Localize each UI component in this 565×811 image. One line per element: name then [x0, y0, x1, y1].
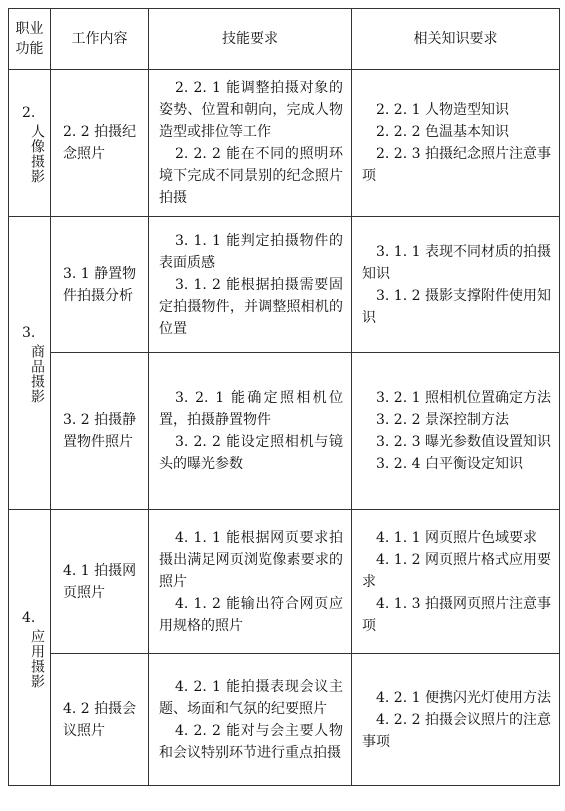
function-cell	[9, 510, 51, 786]
function-name: 人像摄影	[29, 124, 45, 184]
table-row	[9, 70, 560, 217]
work-content-cell: 2. 2 拍摄纪念照片	[51, 70, 149, 217]
knowledge-item: 3. 2. 2 景深控制方法	[376, 412, 509, 428]
header-skill-requirements: 技能要求	[149, 9, 352, 70]
skill-cell	[149, 654, 352, 786]
knowledge-item: 3. 2. 4 白平衡设定知识	[376, 456, 523, 472]
knowledge-item: 4. 2. 2 拍摄会议照片的注意事项	[362, 711, 551, 750]
knowledge-item: 3. 2. 1 照相机位置确定方法	[376, 390, 551, 406]
table-body	[9, 70, 560, 786]
work-content-cell: 4. 2 拍摄会议照片	[51, 654, 149, 786]
knowledge-cell	[352, 217, 560, 353]
skill-cell	[149, 510, 352, 654]
skill-item: 4. 2. 1 能拍摄表现会议主题、场面和气氛的纪要照片	[159, 678, 343, 717]
table-row	[9, 353, 560, 510]
knowledge-item: 3. 2. 3 曝光参数值设置知识	[376, 434, 551, 450]
function-name: 应用摄影	[29, 628, 45, 689]
work-content-cell: 3. 2 拍摄静置物件照片	[51, 353, 149, 510]
function-number: 3.	[22, 325, 36, 341]
knowledge-item: 3. 1. 2 摄影支撑附件使用知识	[362, 287, 551, 326]
skill-item: 3. 1. 1 能判定拍摄物件的表面质感	[159, 232, 343, 271]
function-number: 2.	[22, 105, 36, 121]
table-row	[9, 654, 560, 786]
knowledge-cell	[352, 353, 560, 510]
knowledge-item: 2. 2. 3 拍摄纪念照片注意事项	[362, 146, 551, 184]
skill-item: 2. 2. 2 能在不同的照明环境下完成不同景别的纪念照片拍摄	[159, 146, 343, 206]
skill-item: 2. 2. 1 能调整拍摄对象的姿势、位置和朝向，完成人物造型或排位等工作	[159, 80, 343, 140]
skill-item: 3. 2. 2 能设定照相机与镜头的曝光参数	[159, 434, 343, 472]
table-row	[9, 510, 560, 654]
skill-cell	[149, 353, 352, 510]
skill-cell	[149, 217, 352, 353]
knowledge-cell	[352, 510, 560, 654]
skill-item: 4. 1. 1 能根据网页要求拍摄出满足网页浏览像素要求的照片	[159, 529, 343, 590]
function-cell	[9, 70, 51, 217]
knowledge-item: 4. 1. 1 网页照片色域要求	[376, 529, 537, 546]
work-content-cell: 3. 1 静置物件拍摄分析	[51, 217, 149, 353]
header-work-content: 工作内容	[51, 9, 149, 70]
function-number: 4.	[22, 609, 36, 626]
knowledge-item: 4. 1. 3 拍摄网页照片注意事项	[362, 595, 551, 634]
header-function: 职业 功能	[9, 9, 51, 70]
table-row	[9, 217, 560, 353]
knowledge-item: 2. 2. 2 色温基本知识	[376, 124, 509, 140]
knowledge-item: 2. 2. 1 人物造型知识	[376, 102, 509, 118]
function-name: 商品摄影	[29, 344, 45, 404]
knowledge-item: 4. 1. 2 网页照片格式应用要求	[362, 551, 551, 590]
skill-item: 3. 2. 1 能确定照相机位置，拍摄静置物件	[159, 390, 343, 428]
work-content-cell: 4. 1 拍摄网页照片	[51, 510, 149, 654]
skill-item: 4. 1. 2 能输出符合网页应用规格的照片	[159, 595, 343, 634]
skill-item: 4. 2. 2 能对与会主要人物和会议特别环节进行重点拍摄	[159, 722, 343, 761]
knowledge-cell	[352, 654, 560, 786]
skill-cell	[149, 70, 352, 217]
header-knowledge-requirements: 相关知识要求	[352, 9, 560, 70]
knowledge-cell	[352, 70, 560, 217]
header-row	[9, 9, 560, 70]
function-cell	[9, 217, 51, 510]
knowledge-item: 3. 1. 1 表现不同材质的拍摄知识	[362, 243, 551, 282]
skill-item: 3. 1. 2 能根据拍摄需要固定拍摄物件，并调整照相机的位置	[159, 276, 343, 337]
knowledge-item: 4. 2. 1 便携闪光灯使用方法	[376, 689, 551, 706]
standards-table	[8, 8, 560, 786]
